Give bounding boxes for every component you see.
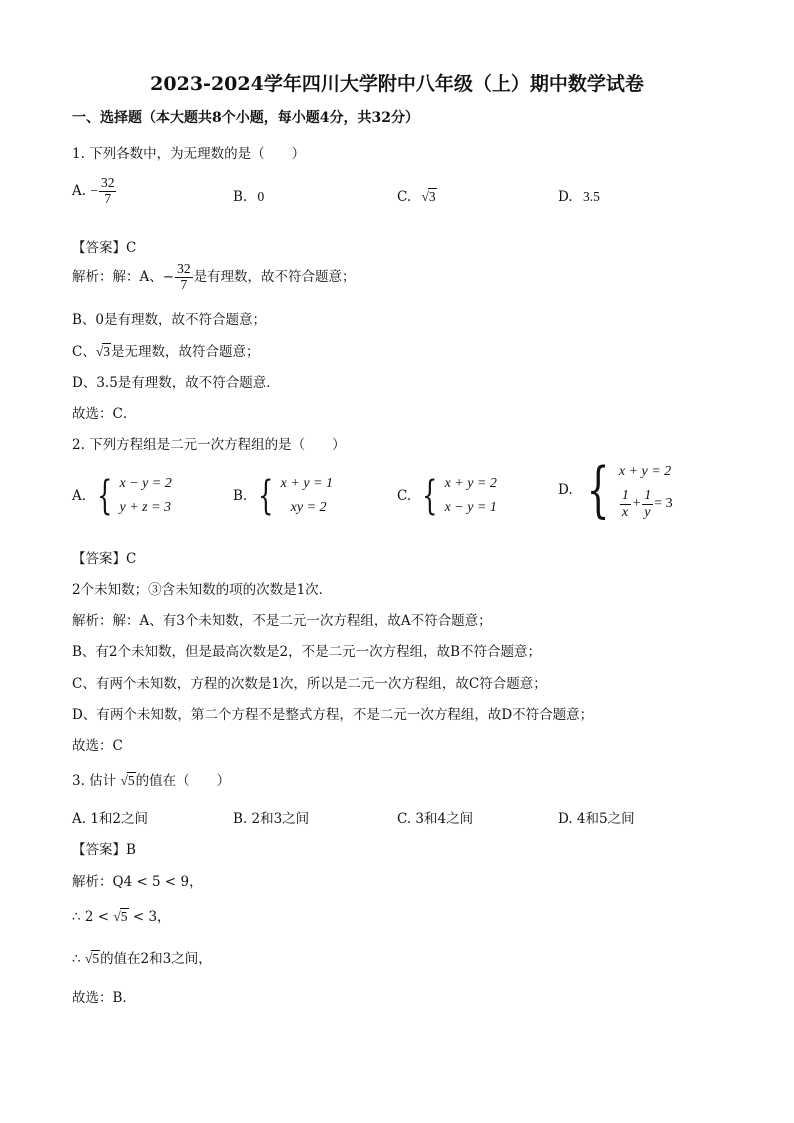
q2-option-a-label: A. — [72, 488, 87, 504]
left-brace-icon: { — [258, 473, 274, 519]
q1-explanation-1-suffix: 是有理数，故不符合题意； — [193, 268, 356, 285]
q1-choice: 故选：C． — [72, 406, 137, 422]
q2-option-c-label: C. — [397, 488, 412, 504]
q2-explanation-2: B、有2个未知数，但是最高次数是2，不是二元一次方程组，故B不符合题意； — [72, 644, 542, 660]
equation-2: x − y = 1 — [444, 500, 497, 515]
radicand: 3 — [103, 344, 111, 359]
q1-stem: 1. 下列各数中，为无理数的是（ ） — [72, 146, 306, 162]
q1-explanation-3-suffix: 是无理数，故符合题意； — [111, 344, 260, 360]
q2-option-b-label: B. — [233, 488, 248, 504]
radicand: 5 — [127, 773, 135, 788]
q2-option-a-system — [120, 472, 172, 520]
q2-option-c — [397, 472, 497, 520]
q3-choice: 故选：B． — [72, 990, 136, 1006]
q3-option-a: A. 1和2之间 — [72, 811, 149, 827]
q2-explanation-3: C、有两个未知数，方程的次数是1次，所以是二元一次方程组，故C符合题意； — [72, 676, 547, 692]
q3-explanation-3-sqrt: √5 — [84, 951, 100, 966]
q2-option-b-system — [281, 472, 333, 520]
left-brace-icon: { — [422, 473, 438, 519]
equation-1: x + y = 2 — [618, 464, 672, 480]
q1-option-d-value: 3.5 — [582, 189, 600, 204]
q1-option-b-value: 0 — [257, 189, 265, 204]
q3-answer: 【答案】B — [72, 842, 136, 858]
q1-option-c — [397, 189, 437, 205]
q2-option-d — [558, 455, 673, 525]
q3-stem-suffix: 的值在（ ） — [135, 773, 231, 789]
q3-explanation-2-prefix: ∴ 2 < — [72, 909, 110, 925]
q1-option-a-sign: − — [90, 182, 98, 198]
q1-answer: 【答案】C — [72, 240, 137, 256]
q1-explanation-1 — [72, 262, 356, 293]
page-title: 2023-2024学年四川大学附中八年级（上）期中数学试卷 — [150, 73, 644, 95]
q3-explanation-3 — [72, 947, 212, 967]
q1-explanation-4: D、3.5是有理数，故不符合题意． — [72, 375, 280, 391]
equation-1: x + y = 1 — [280, 476, 333, 491]
q1-option-b-label: B. — [233, 189, 248, 205]
fraction-denominator: 7 — [104, 190, 112, 206]
q2-option-d-system — [619, 460, 673, 520]
q3-explanation-2-sqrt: √5 — [113, 909, 128, 924]
q2-option-c-system — [445, 472, 497, 520]
q3-stem-sqrt: √5 — [120, 773, 135, 788]
section-heading: 一、选择题（本大题共8个小题，每小题4分，共32分） — [72, 110, 419, 126]
q2-line-1: 2个未知数；③含未知数的项的次数是1次． — [72, 582, 333, 598]
q2-stem: 2. 下列方程组是二元一次方程组的是（ ） — [72, 437, 346, 453]
q2-explanation-1: 解析：解：A、有3个未知数，不是二元一次方程组，故A不符合题意； — [72, 613, 492, 629]
equation-1: x − y = 2 — [119, 476, 172, 491]
q1-option-b — [233, 189, 264, 205]
q2-option-b — [233, 472, 333, 520]
q2-option-d-label: D. — [558, 482, 573, 498]
q1-option-d — [558, 189, 600, 205]
q3-option-b: B. 2和3之间 — [233, 811, 310, 827]
equation-2-rhs: = 3 — [654, 496, 673, 512]
q1-explanation-1-prefix: 解析：解：A、− — [72, 268, 175, 285]
q1-option-d-label: D. — [558, 189, 573, 205]
q1-option-a — [72, 176, 117, 207]
q3-explanation-3-prefix: ∴ — [72, 951, 81, 967]
q3-explanation-2 — [72, 905, 171, 925]
equation-2: xy = 2 — [290, 500, 327, 515]
q1-explanation-3-prefix: C、 — [72, 344, 96, 360]
q1-option-a-label: A. — [72, 182, 87, 199]
equation-2: $\frac{1}{x}$ + $\frac{1}{y}$ = 3 — [621, 488, 673, 520]
equation-1: x + y = 2 — [444, 476, 497, 491]
q1-explanation-3-sqrt: √3 — [95, 344, 111, 359]
q1-explanation-3 — [72, 340, 260, 360]
q1-option-a-fraction — [99, 176, 117, 207]
q1-option-c-label: C. — [397, 189, 412, 205]
q2-answer: 【答案】C — [72, 551, 137, 567]
q3-option-d: D. 4和5之间 — [558, 811, 635, 827]
q1-explanation-2: B、0是有理数，故不符合题意； — [72, 312, 267, 328]
q2-explanation-4: D、有两个未知数，第二个方程不是整式方程，不是二元一次方程组，故D不符合题意； — [72, 707, 594, 723]
q2-option-a — [72, 472, 172, 520]
q3-explanation-2-suffix: < 3， — [132, 909, 171, 925]
radicand: 5 — [92, 951, 100, 966]
q3-explanation-3-suffix: 的值在2和3之间， — [100, 951, 212, 967]
q3-option-c: C. 3和4之间 — [397, 811, 474, 827]
fraction-numerator: 32 — [100, 175, 115, 190]
q3-stem-prefix: 3. 估计 — [72, 773, 117, 789]
q3-explanation-1: 解析：Q4 < 5 < 9， — [72, 874, 203, 890]
q3-stem — [72, 769, 230, 789]
q1-explanation-1-fraction — [175, 262, 193, 293]
radicand: 3 — [428, 189, 436, 204]
left-brace-icon: { — [97, 473, 113, 519]
left-brace-icon: { — [586, 455, 610, 525]
fraction-numerator: 32 — [177, 261, 191, 276]
equation-2: y + z = 3 — [119, 500, 172, 515]
fraction-denominator: 7 — [180, 276, 188, 292]
q1-option-c-sqrt: √3 — [421, 189, 436, 204]
radicand: 5 — [120, 909, 128, 924]
q2-choice: 故选：C — [72, 738, 123, 754]
